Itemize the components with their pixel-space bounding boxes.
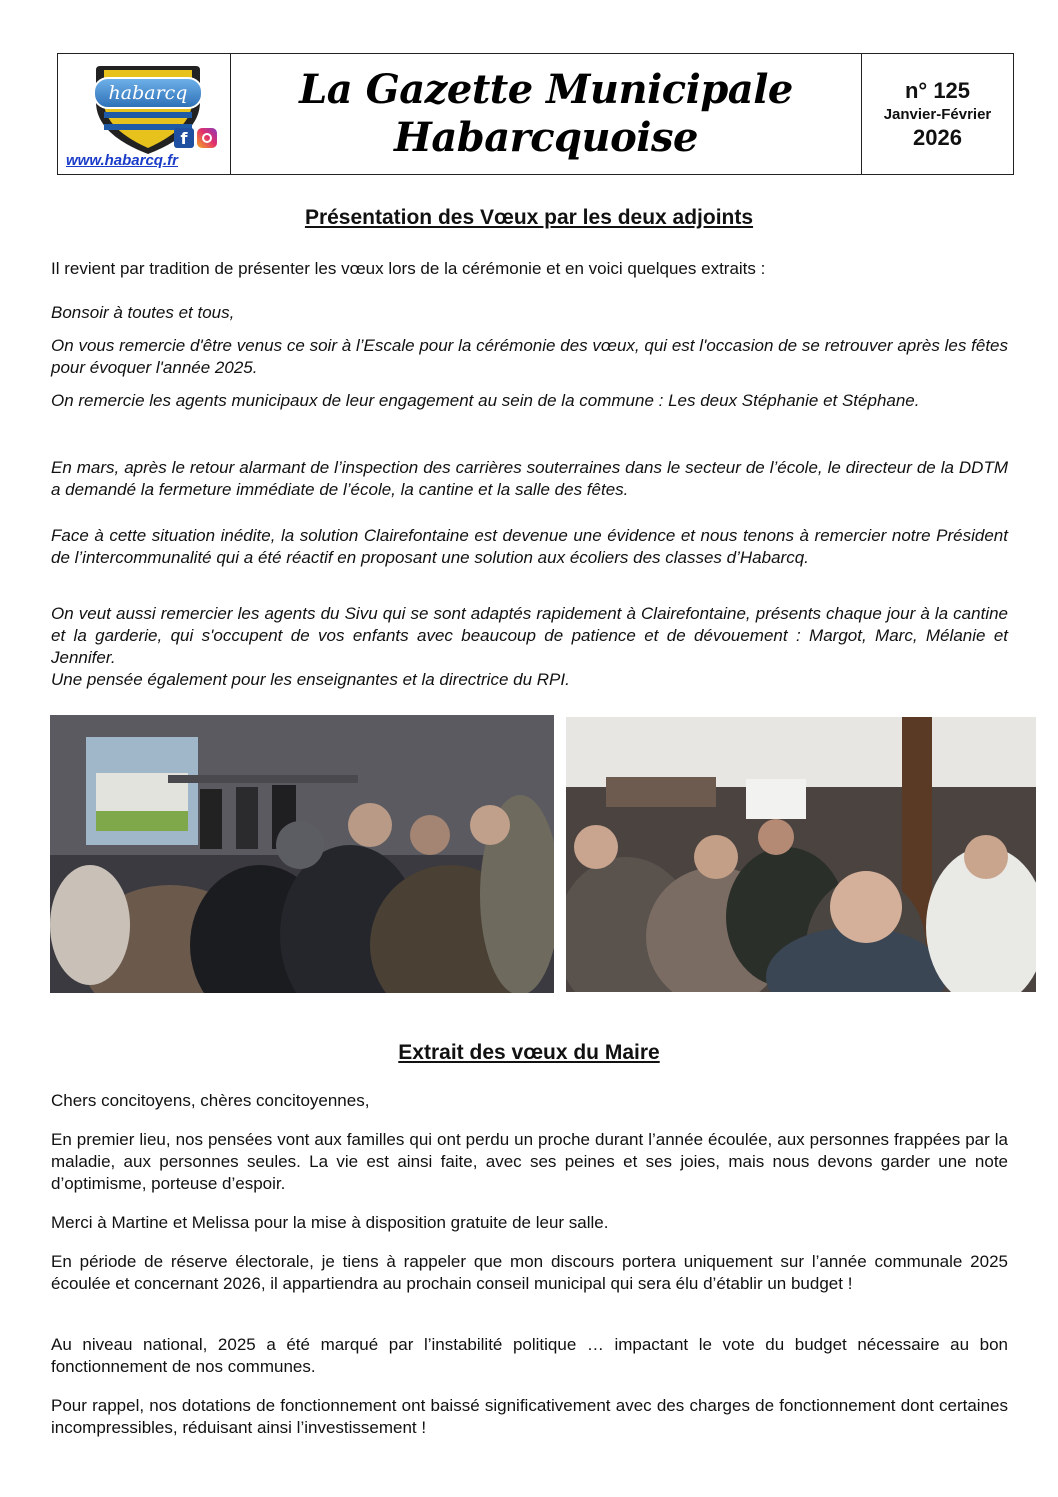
issue-cell bbox=[862, 54, 1013, 174]
gazette-title-line2: Habarcquoise bbox=[394, 114, 698, 161]
gazette-title-line1: La Gazette Municipale bbox=[299, 66, 793, 113]
website-link[interactable]: www.habarcq.fr bbox=[66, 152, 178, 169]
title-cell bbox=[231, 54, 862, 174]
issue-year: 2026 bbox=[913, 124, 962, 150]
section2-paragraph: Merci à Martine et Melissa pour la mise à disposition gratuite de leur salle. bbox=[51, 1213, 609, 1232]
facebook-icon[interactable]: f bbox=[174, 128, 194, 148]
section1-heading: Présentation des Vœux par les deux adjoints bbox=[304, 206, 754, 229]
section1-paragraph: On vous remercie d'être venus ce soir à l’Escale pour la cérémonie des vœux, qui est l'occasion de se retrouver après les fêtes pour évoquer l'année 2025. bbox=[51, 336, 1008, 377]
section2-paragraph: Au niveau national, 2025 a été marqué par l’instabilité politique … impactant le vote du budget nécessaire au bon fonctionnement de nos communes. bbox=[51, 1335, 1008, 1376]
instagram-icon[interactable] bbox=[197, 128, 217, 148]
section2-heading: Extrait des vœux du Maire bbox=[398, 1041, 660, 1064]
section1-paragraph: Face à cette situation inédite, la solution Clairefontaine est devenue une évidence et nous tenons à remercier notre Président de l’intercommunalité qui a été réactif en proposant une solution aux écoliers des classes d’Habarcq. bbox=[51, 526, 1008, 567]
gazette-header bbox=[57, 53, 1014, 175]
ceremony-photo-right bbox=[566, 717, 1036, 992]
section2-paragraph: En premier lieu, nos pensées vont aux familles qui ont perdu un proche durant l’année écoulée, aux personnes frappées par la maladie, aux personnes seules. La vie est ainsi faite, avec ses peines et ses joies, mais nous devons garder une note d’optimisme, porteuse d’espoir. bbox=[51, 1130, 1008, 1193]
section1-paragraph: Bonsoir à toutes et tous, bbox=[51, 303, 235, 322]
section1-intro: Il revient par tradition de présenter les vœux lors de la cérémonie et en voici quelques extraits : bbox=[51, 259, 766, 278]
section2-paragraph: En période de réserve électorale, je tiens à rappeler que mon discours portera uniquement sur l’année communale 2025 écoulée et concernant 2026, il appartiendra au prochain conseil municipal qui sera élu d’établir un budget ! bbox=[51, 1252, 1008, 1293]
section1-paragraph: En mars, après le retour alarmant de l’inspection des carrières souterraines dans le secteur de l’école, le directeur de la DDTM a demandé la fermeture immédiate de l’école, la cantine et la salle des fêtes. bbox=[51, 458, 1008, 499]
issue-number: n° 125 bbox=[904, 77, 971, 103]
logo-cell bbox=[58, 54, 231, 174]
ceremony-photo-left bbox=[50, 715, 554, 993]
logo-text: habarcq bbox=[108, 82, 188, 104]
issue-months: Janvier-Février bbox=[883, 105, 992, 123]
section1-paragraph: Une pensée également pour les enseignantes et la directrice du RPI. bbox=[51, 670, 570, 689]
section2-paragraph: Chers concitoyens, chères concitoyennes, bbox=[51, 1091, 370, 1110]
social-icons bbox=[174, 128, 217, 148]
section1-paragraph: On remercie les agents municipaux de leur engagement au sein de la commune : Les deux Stéphanie et Stéphane. bbox=[51, 391, 920, 410]
section1-paragraph: On veut aussi remercier les agents du Sivu qui se sont adaptés rapidement à Clairefontaine, présents chaque jour à la cantine et la garderie, qui s'occupent de vos enfants avec beaucoup de patience et de dévouement : Margot, Marc, Mélanie et Jennifer. bbox=[51, 604, 1008, 667]
section2-paragraph: Pour rappel, nos dotations de fonctionnement ont baissé significativement avec des charges de fonctionnement dont certaines incompressibles, réduisant ainsi l’investissement ! bbox=[51, 1396, 1008, 1437]
